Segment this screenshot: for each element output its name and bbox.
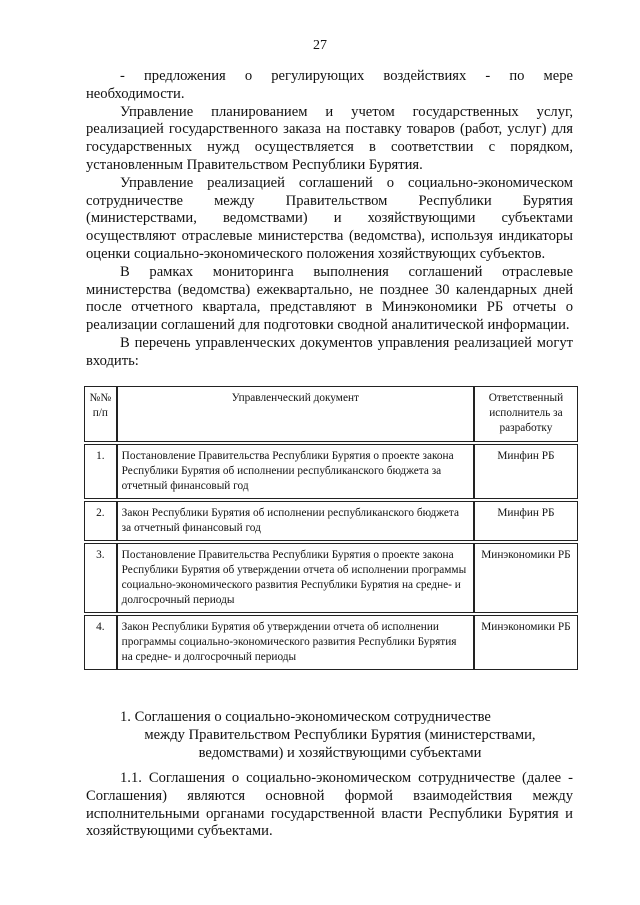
header-executor: Ответственный исполнитель за разработку xyxy=(474,386,578,442)
section-heading-rest: между Правительством Республики Бурятия (министерствами, ведомствами) и хозяйствующими субъектами xyxy=(144,726,536,761)
table-row xyxy=(84,615,578,670)
table-row xyxy=(84,501,578,541)
body-text xyxy=(86,68,573,371)
table-header-row xyxy=(84,386,578,442)
section-heading xyxy=(120,709,560,762)
table-row xyxy=(84,444,578,499)
row-executor: Минэкономики РБ xyxy=(474,615,578,670)
dash-marker: - xyxy=(120,68,125,84)
paragraph-5: В перечень управленческих документов управления реализацией могут входить: xyxy=(86,334,573,369)
header-document: Управленческий документ xyxy=(117,386,474,442)
row-num: 4. xyxy=(84,615,117,670)
paragraph-4: В рамках мониторинга выполнения соглашений отраслевые министерства (ведомства) ежеквартально, не позднее 30 календарных дней после отчетного квартала, представляют в Минэкономики РБ отчеты о реализации соглашений для подготовки сводной аналитической информации. xyxy=(86,263,573,334)
paragraph-1: предложения о регулирующих воздействиях - по мере необходимости. xyxy=(86,68,573,102)
row-document: Постановление Правительства Республики Бурятия о проекте закона Республики Бурятия об утверждении отчета об исполнении программы социально-экономического развития Республики Бурятия на средне- и долгосрочный периоды xyxy=(117,543,474,613)
row-num: 3. xyxy=(84,543,117,613)
header-num: №№ п/п xyxy=(84,386,117,442)
row-num: 2. xyxy=(84,501,117,541)
section-body xyxy=(86,770,573,841)
clause-1-1: 1.1. Соглашения о социально-экономическом сотрудничестве (далее - Соглашения) являются основной формой взаимодействия между исполнительными органами государственной власти Республики Бурятия и хозяйствующими субъектами. xyxy=(86,770,573,840)
row-document: Закон Республики Бурятия об исполнении республиканского бюджета за отчетный финансовый год xyxy=(117,501,474,541)
row-executor: Минэкономики РБ xyxy=(474,543,578,613)
paragraph-dash-item xyxy=(86,68,573,104)
row-executor: Минфин РБ xyxy=(474,444,578,499)
row-num: 1. xyxy=(84,444,117,499)
paragraph-2: Управление планированием и учетом государственных услуг, реализацией государственного заказа на поставку товаров (работ, услуг) для государственных нужд осуществляется в соответствии с порядком, установленным Правительством Республики Бурятия. xyxy=(86,103,573,173)
documents-table xyxy=(84,384,578,672)
row-executor: Минфин РБ xyxy=(474,501,578,541)
table-row xyxy=(84,543,578,613)
paragraph-3: Управление реализацией соглашений о социально-экономическом сотрудничестве между Правительством Республики Бурятия (министерствами, ведомствами) и хозяйствующими субъектами осуществляют отраслевые министерства (ведомства), используя индикаторы оценки социально-экономического положения хозяйствующих субъектов. xyxy=(86,174,573,262)
row-document: Закон Республики Бурятия об утверждении отчета об исполнении программы социально-экономического развития Республики Бурятия на средне- и долгосрочный периоды xyxy=(117,615,474,670)
page-number: 27 xyxy=(313,38,327,53)
section-heading-line1: 1. Соглашения о социально-экономическом сотрудничестве xyxy=(120,709,491,725)
row-document: Постановление Правительства Республики Бурятия о проекте закона Республики Бурятия об исполнении республиканского бюджета за отчетный финансовый год xyxy=(117,444,474,499)
